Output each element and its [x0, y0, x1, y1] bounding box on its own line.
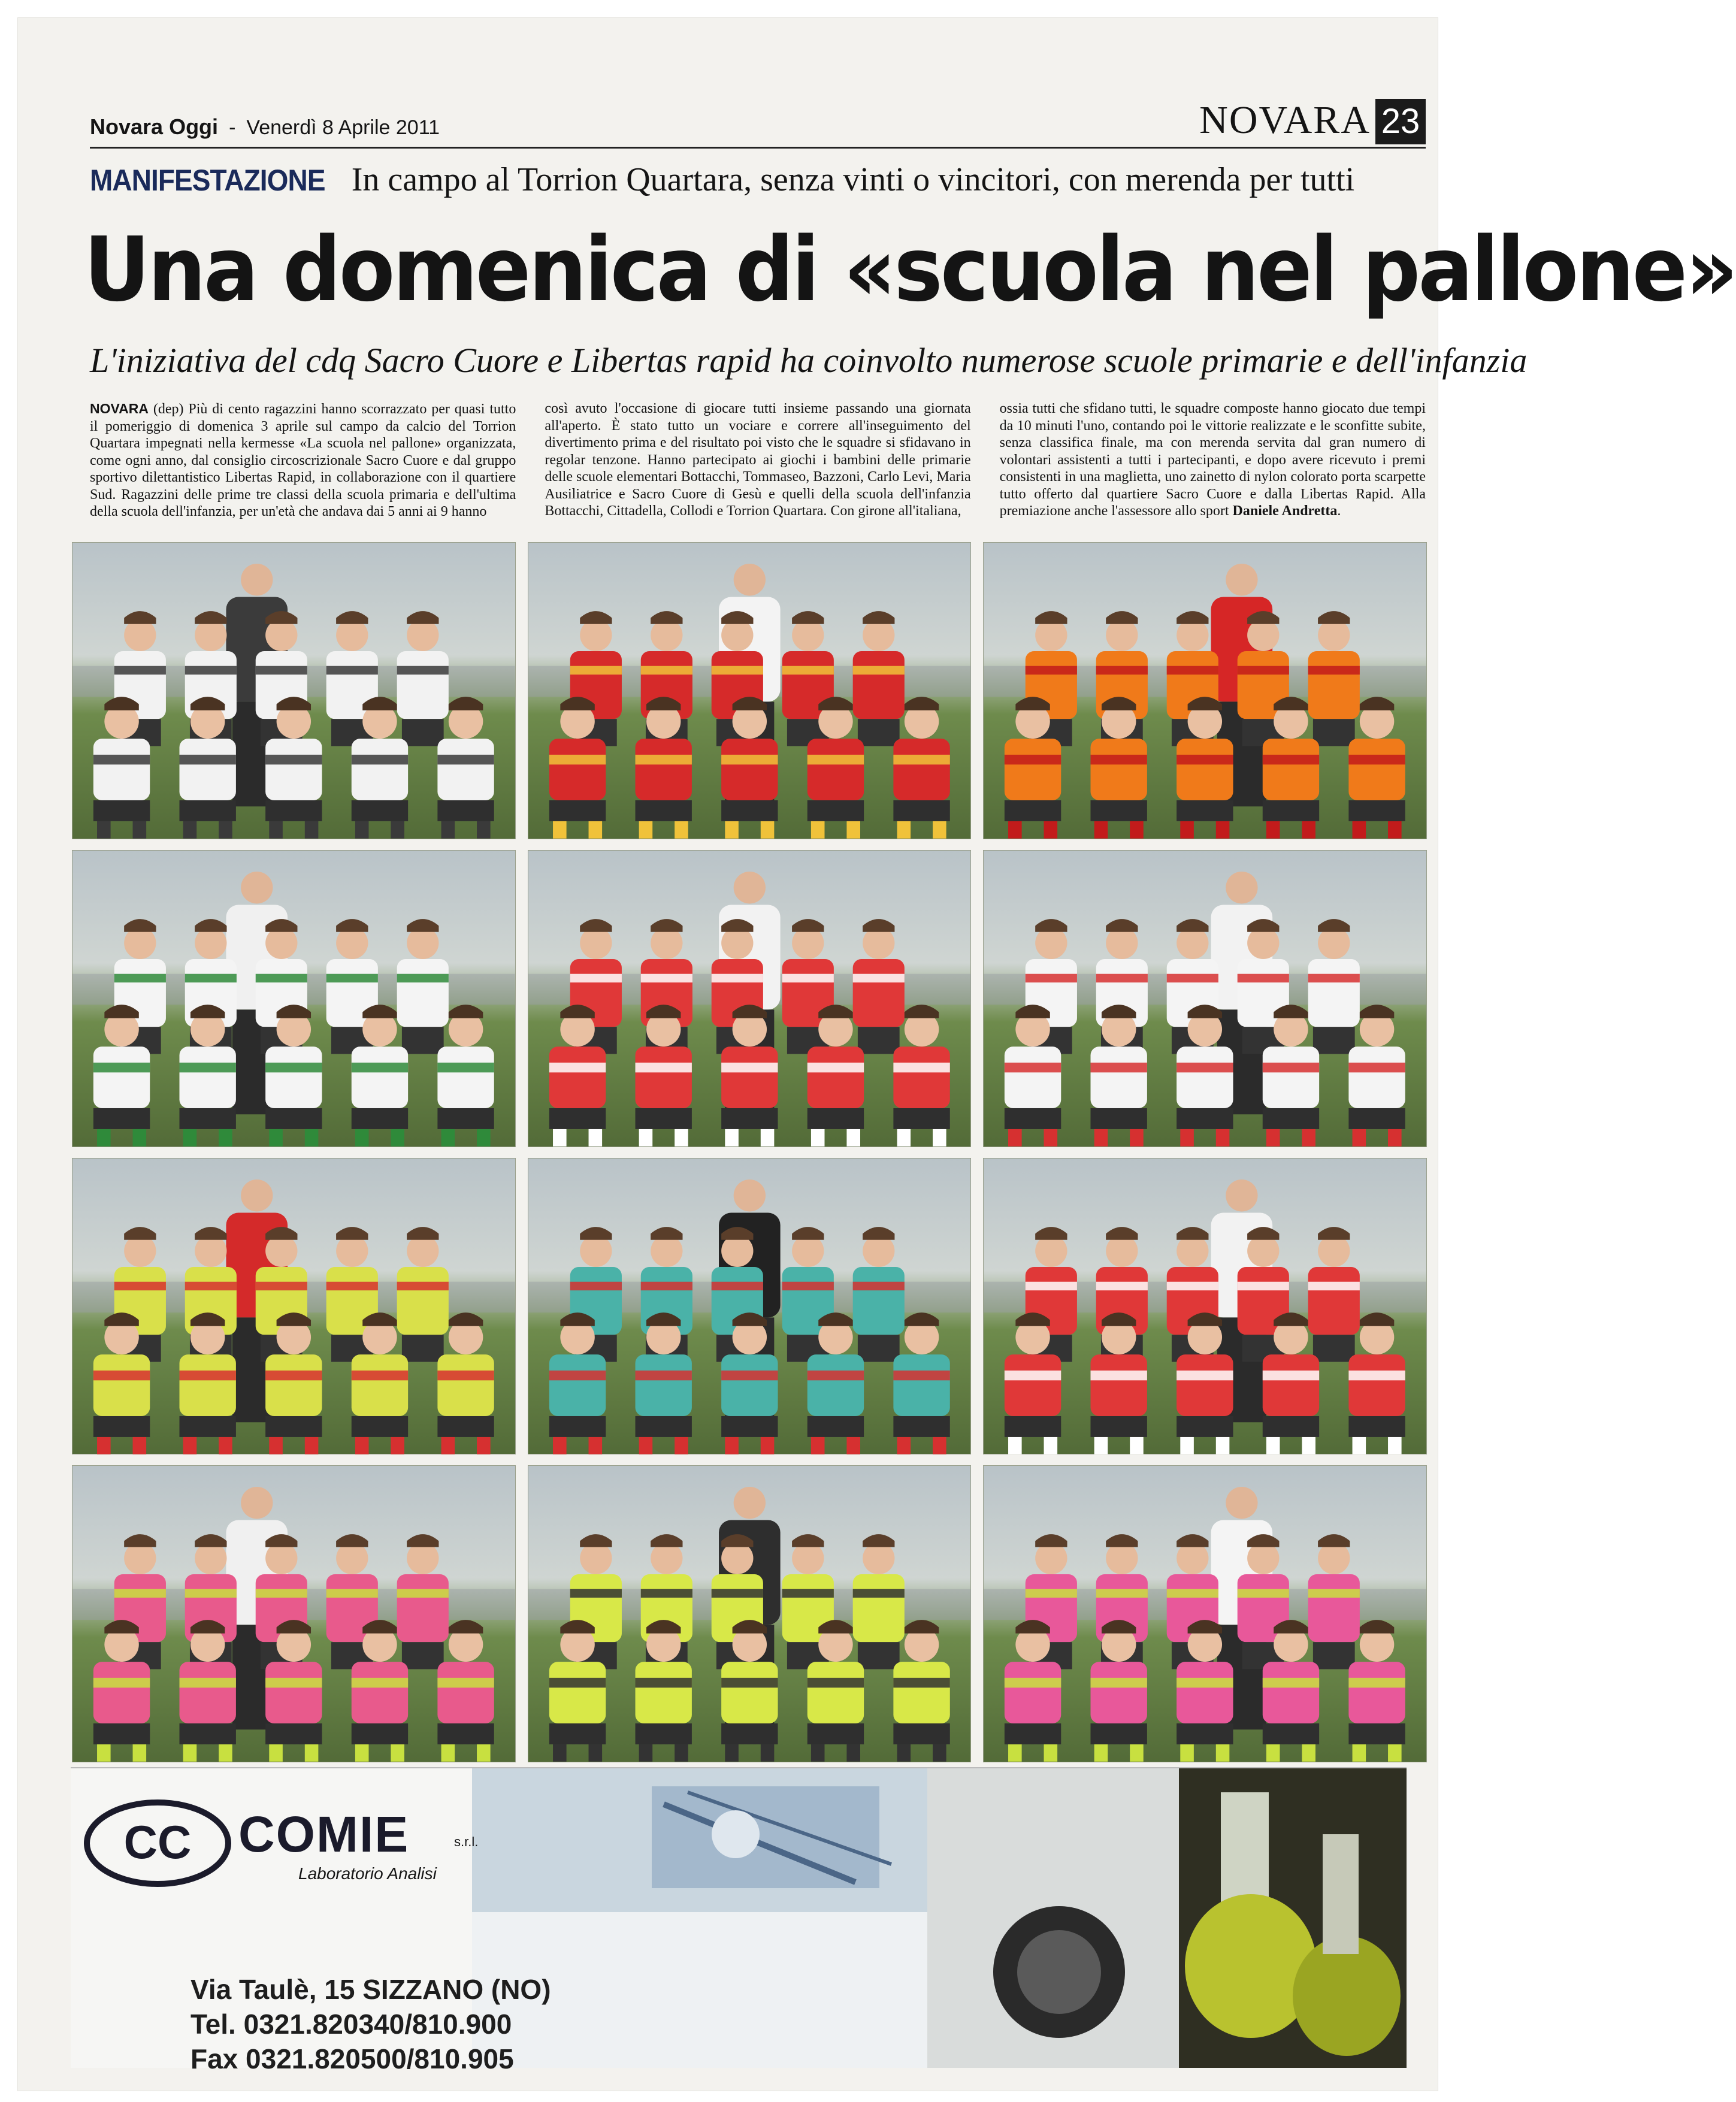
issue-date: Venerdì 8 Aprile 2011 — [246, 116, 440, 139]
company-suffix: s.r.l. — [454, 1834, 479, 1849]
team-photo — [983, 850, 1427, 1147]
team-photo — [528, 542, 972, 839]
logo-letters: CC — [123, 1816, 192, 1868]
header-masthead — [90, 114, 440, 140]
section-title: NOVARA — [1199, 98, 1371, 142]
advertisement — [71, 1767, 1407, 2074]
article-text-3: ossia tutti che sfidano tutti, le squadre composte hanno giocato due tempi da 10 minuti l'uno, contando poi le vittorie realizzate e le sconfitte subite, senza classifica finale, ma con merenda servita dal gran numero di volontari assistenti a tutti i partecipanti, e dopo avere ricevuto i premi consistenti in una maglietta, uno zainetto di nylon colorato porta scarpette tutto offerto dal quartiere Sacro Cuore e dalla Libertas Rapid. Alla premiazione anche l'assessore allo sport — [999, 401, 1426, 519]
team-photo — [528, 1465, 972, 1762]
byline: (dep) — [153, 401, 184, 417]
team-photo — [983, 542, 1427, 839]
company-fax: Fax 0321.820500/810.905 — [190, 2043, 514, 2074]
company-address: Via Taulè, 15 SIZZANO (NO) — [190, 1974, 551, 2005]
article-column-2 — [545, 400, 970, 539]
article-text-2: così avuto l'occasione di giocare tutti insieme passando una giornata all'aperto. È stato tutto un vociare e correre all'inseguimento del divertimento prima e del risultato poi visto che le squadre si sfidavano in regolar tenzone. Hanno partecipato ai giochi i bambini delle primarie delle scuole elementari Bottacchi, Tommaseo, Bazzoni, Carlo Levi, Maria Ausiliatrice e Sacro Cuore di Gesù e quelli della scuola dell'infanzia Bottacchi, Cittadella, Collodi e Torrion Quartara. Con girone all'italiana, — [545, 401, 971, 519]
team-photo — [72, 542, 516, 839]
kicker — [90, 161, 1426, 208]
subheadline: L'iniziativa del cdq Sacro Cuore e Libertas rapid ha coinvolto numerose scuole primarie e dell'infanzia — [90, 341, 1528, 380]
article-text-1: Più di cento ragazzini hanno scorrazzato per quasi tutto il pomeriggio di domenica 3 aprile sul campo da calcio del Torrion Quartara impegnati nella kermesse «La scuola nel pallone» organizzata, come ogni anno, dal consiglio circoscrizionale Sacro Cuore e dal gruppo sportivo dilettantistico Libertas Rapid, in collaborazione con il quartiere Sud. Ragazzini delle prime tre classi della scuola primaria e dell'ultima della scuola dell'infanzia, per un'età che andava dai 5 anni ai 9 hanno — [90, 401, 516, 519]
article-end: . — [1337, 503, 1341, 519]
headline: Una domenica di «scuola nel pallone» — [84, 218, 1736, 321]
team-photo — [72, 850, 516, 1147]
team-photo — [72, 1158, 516, 1455]
team-photo — [528, 1158, 972, 1455]
newspaper-name: Novara Oggi — [90, 114, 219, 139]
page-number: 23 — [1375, 99, 1426, 144]
dateline: NOVARA — [90, 401, 149, 416]
company-contacts — [190, 1972, 551, 2076]
company-name: COMIE — [238, 1806, 410, 1862]
kicker-text: In campo al Torrion Quartara, senza vinti o vincitori, con merenda per tutti — [351, 161, 1355, 198]
article-column-3 — [1000, 400, 1426, 539]
company-phone: Tel. 0321.820340/810.900 — [190, 2009, 512, 2040]
comie-logo-icon — [83, 1798, 232, 1888]
page-header — [90, 99, 1426, 149]
assessore-name: Daniele Andretta — [1232, 503, 1338, 519]
team-photo — [528, 850, 972, 1147]
header-separator: - — [229, 116, 236, 139]
team-photo — [983, 1465, 1427, 1762]
team-photo — [72, 1465, 516, 1762]
company-subtitle: Laboratorio Analisi — [298, 1864, 437, 1883]
article-body — [90, 400, 1426, 539]
ad-lab-photo — [472, 1768, 1407, 2068]
kicker-tag: MANIFESTAZIONE — [90, 164, 325, 197]
article-column-1 — [90, 400, 516, 539]
photo-grid — [72, 542, 1426, 1761]
team-photo — [983, 1158, 1427, 1455]
